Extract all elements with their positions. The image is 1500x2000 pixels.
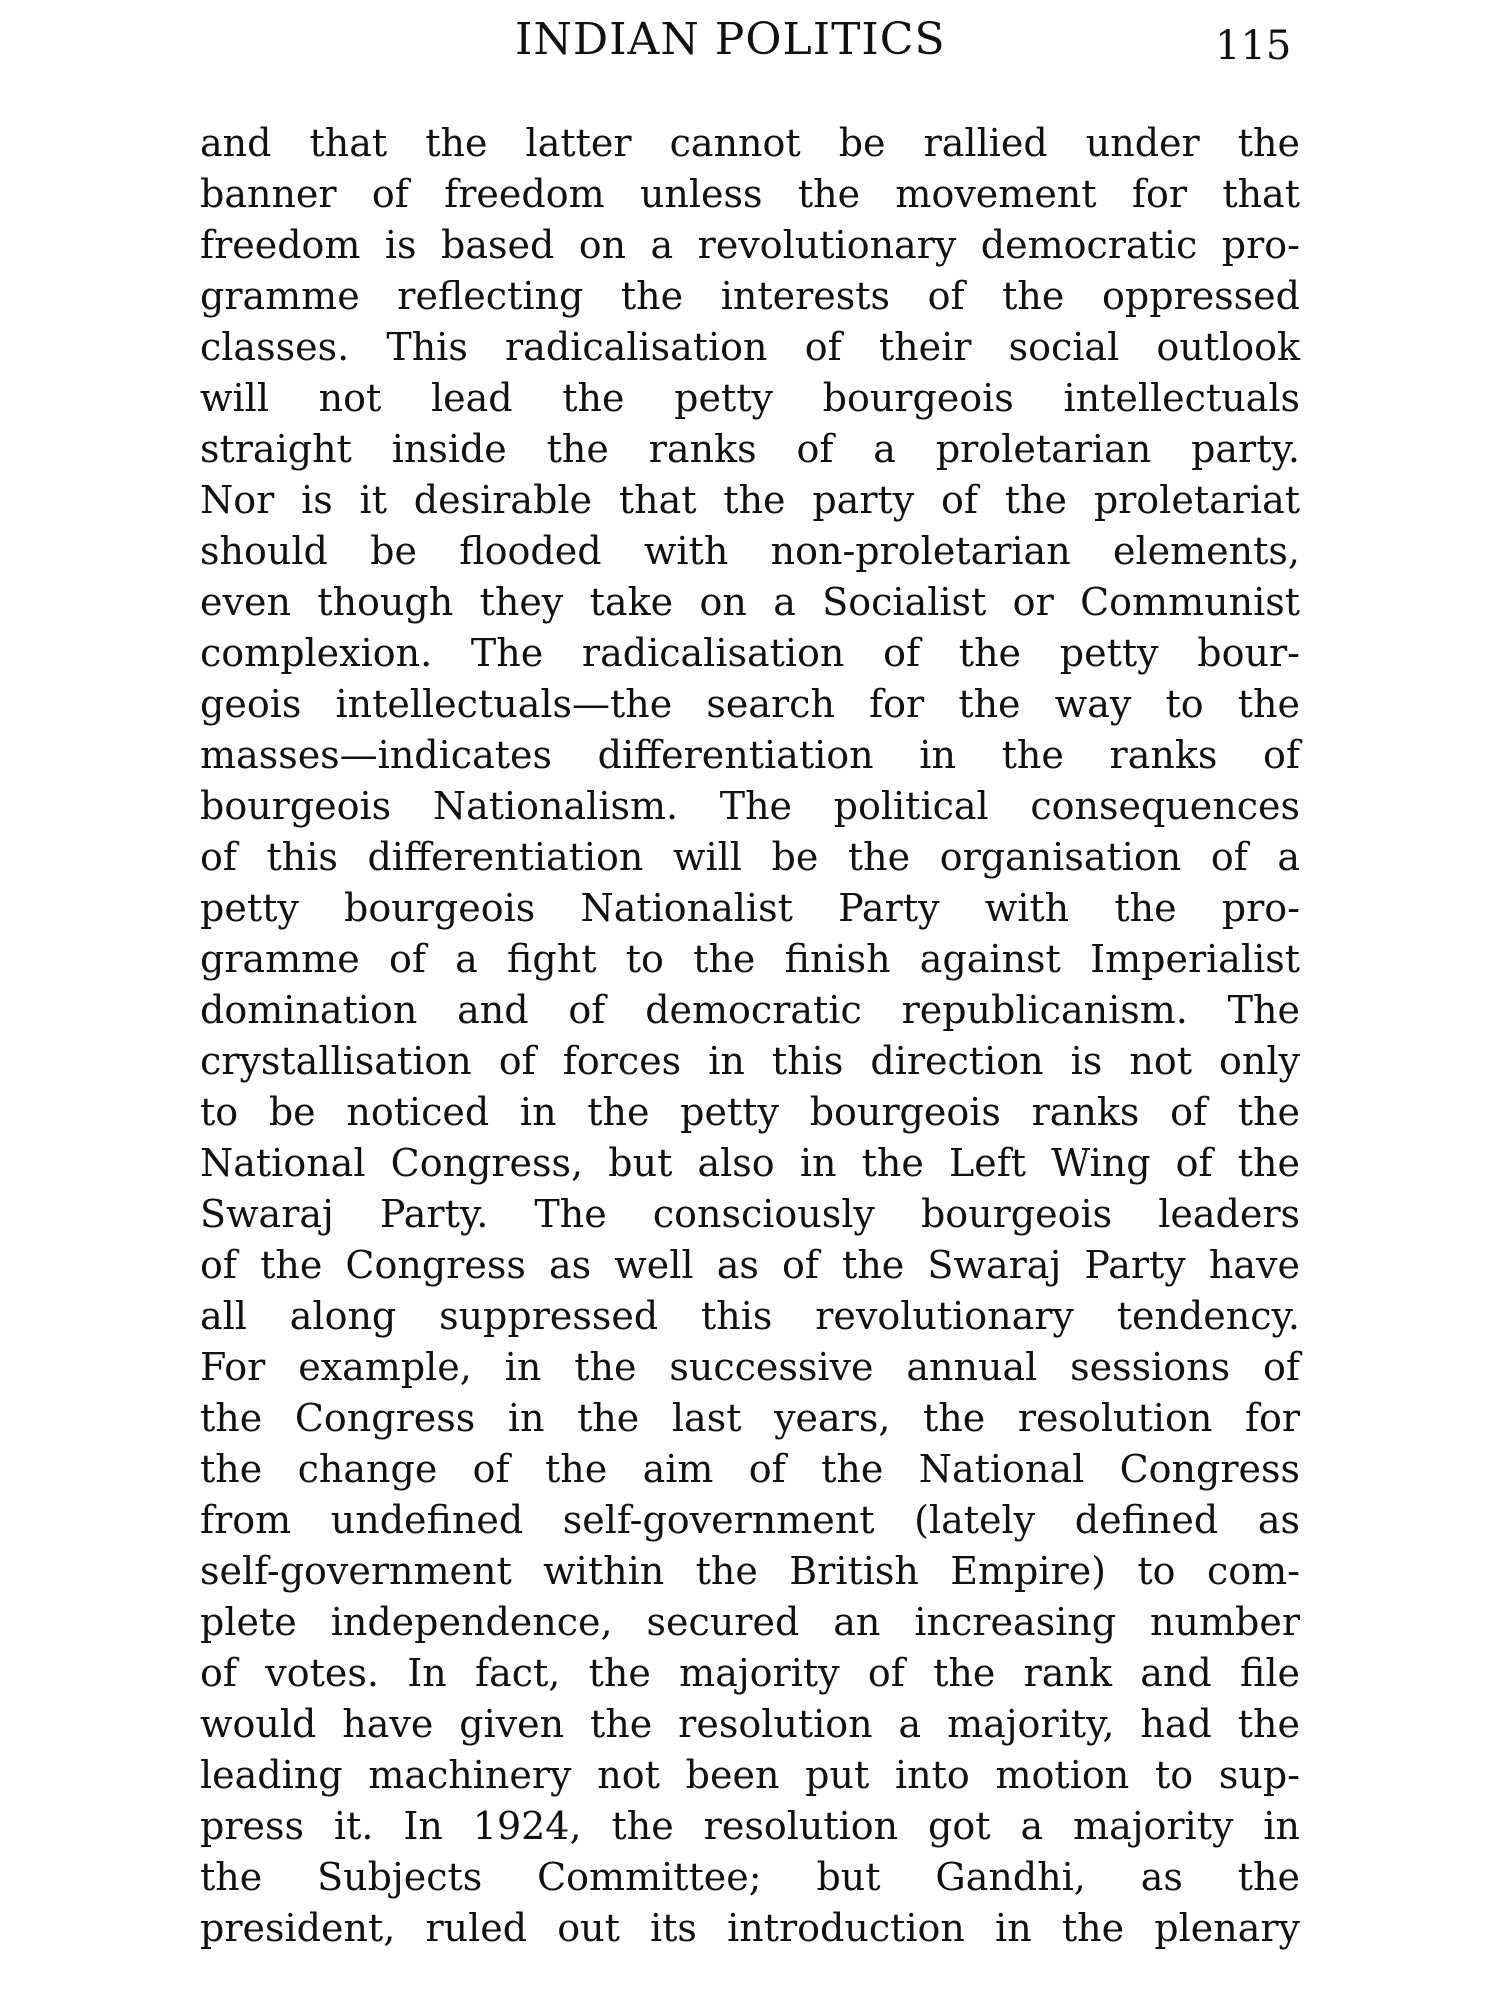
- text-line: should be flooded with non-proletarian elements,: [200, 529, 1300, 573]
- page-header: [0, 10, 1500, 70]
- text-line: self-government within the British Empire) to com-: [200, 1549, 1300, 1593]
- running-title: INDIAN POLITICS: [515, 14, 946, 65]
- text-line: the change of the aim of the National Congress: [200, 1447, 1300, 1491]
- page-number: 115: [1215, 23, 1292, 69]
- text-line: Nor is it desirable that the party of the proletariat: [200, 478, 1300, 522]
- text-line: of this differentiation will be the organisation of a: [200, 835, 1300, 879]
- text-line: from undefined self-government (lately defined as: [200, 1498, 1300, 1542]
- text-line: press it. In 1924, the resolution got a majority in: [200, 1804, 1300, 1848]
- text-line: bourgeois Nationalism. The political consequences: [200, 784, 1300, 828]
- text-line: president, ruled out its introduction in the plenary: [200, 1906, 1300, 1950]
- text-line: Swaraj Party. The consciously bourgeois leaders: [200, 1192, 1300, 1236]
- text-line: the Congress in the last years, the resolution for: [200, 1396, 1300, 1440]
- text-line: would have given the resolution a majority, had the: [200, 1702, 1300, 1746]
- text-line: will not lead the petty bourgeois intellectuals: [200, 376, 1300, 420]
- text-line: crystallisation of forces in this direction is not only: [200, 1039, 1300, 1083]
- text-line: freedom is based on a revolutionary democratic pro-: [200, 223, 1300, 267]
- text-line: straight inside the ranks of a proletarian party.: [200, 427, 1300, 471]
- text-line: of the Congress as well as of the Swaraj Party have: [200, 1243, 1300, 1287]
- text-line: to be noticed in the petty bourgeois ranks of the: [200, 1090, 1300, 1134]
- text-line: all along suppressed this revolutionary tendency.: [200, 1294, 1300, 1338]
- text-line: plete independence, secured an increasing number: [200, 1600, 1300, 1644]
- text-line: gramme of a fight to the finish against Imperialist: [200, 937, 1300, 981]
- text-line: the Subjects Committee; but Gandhi, as the: [200, 1855, 1300, 1899]
- text-line: domination and of democratic republicanism. The: [200, 988, 1300, 1032]
- text-line: masses—indicates differentiation in the ranks of: [200, 733, 1300, 777]
- text-line: For example, in the successive annual sessions of: [200, 1345, 1300, 1389]
- text-line: even though they take on a Socialist or Communist: [200, 580, 1300, 624]
- body-text: [200, 118, 1300, 1954]
- text-line: complexion. The radicalisation of the petty bour-: [200, 631, 1300, 675]
- text-line: classes. This radicalisation of their social outlook: [200, 325, 1300, 369]
- text-line: leading machinery not been put into motion to sup-: [200, 1753, 1300, 1797]
- text-line: petty bourgeois Nationalist Party with the pro-: [200, 886, 1300, 930]
- text-line: gramme reflecting the interests of the oppressed: [200, 274, 1300, 318]
- text-line: geois intellectuals—the search for the way to the: [200, 682, 1300, 726]
- text-line: of votes. In fact, the majority of the rank and file: [200, 1651, 1300, 1695]
- text-line: banner of freedom unless the movement for that: [200, 172, 1300, 216]
- text-line: National Congress, but also in the Left Wing of the: [200, 1141, 1300, 1185]
- text-line: and that the latter cannot be rallied under the: [200, 121, 1300, 165]
